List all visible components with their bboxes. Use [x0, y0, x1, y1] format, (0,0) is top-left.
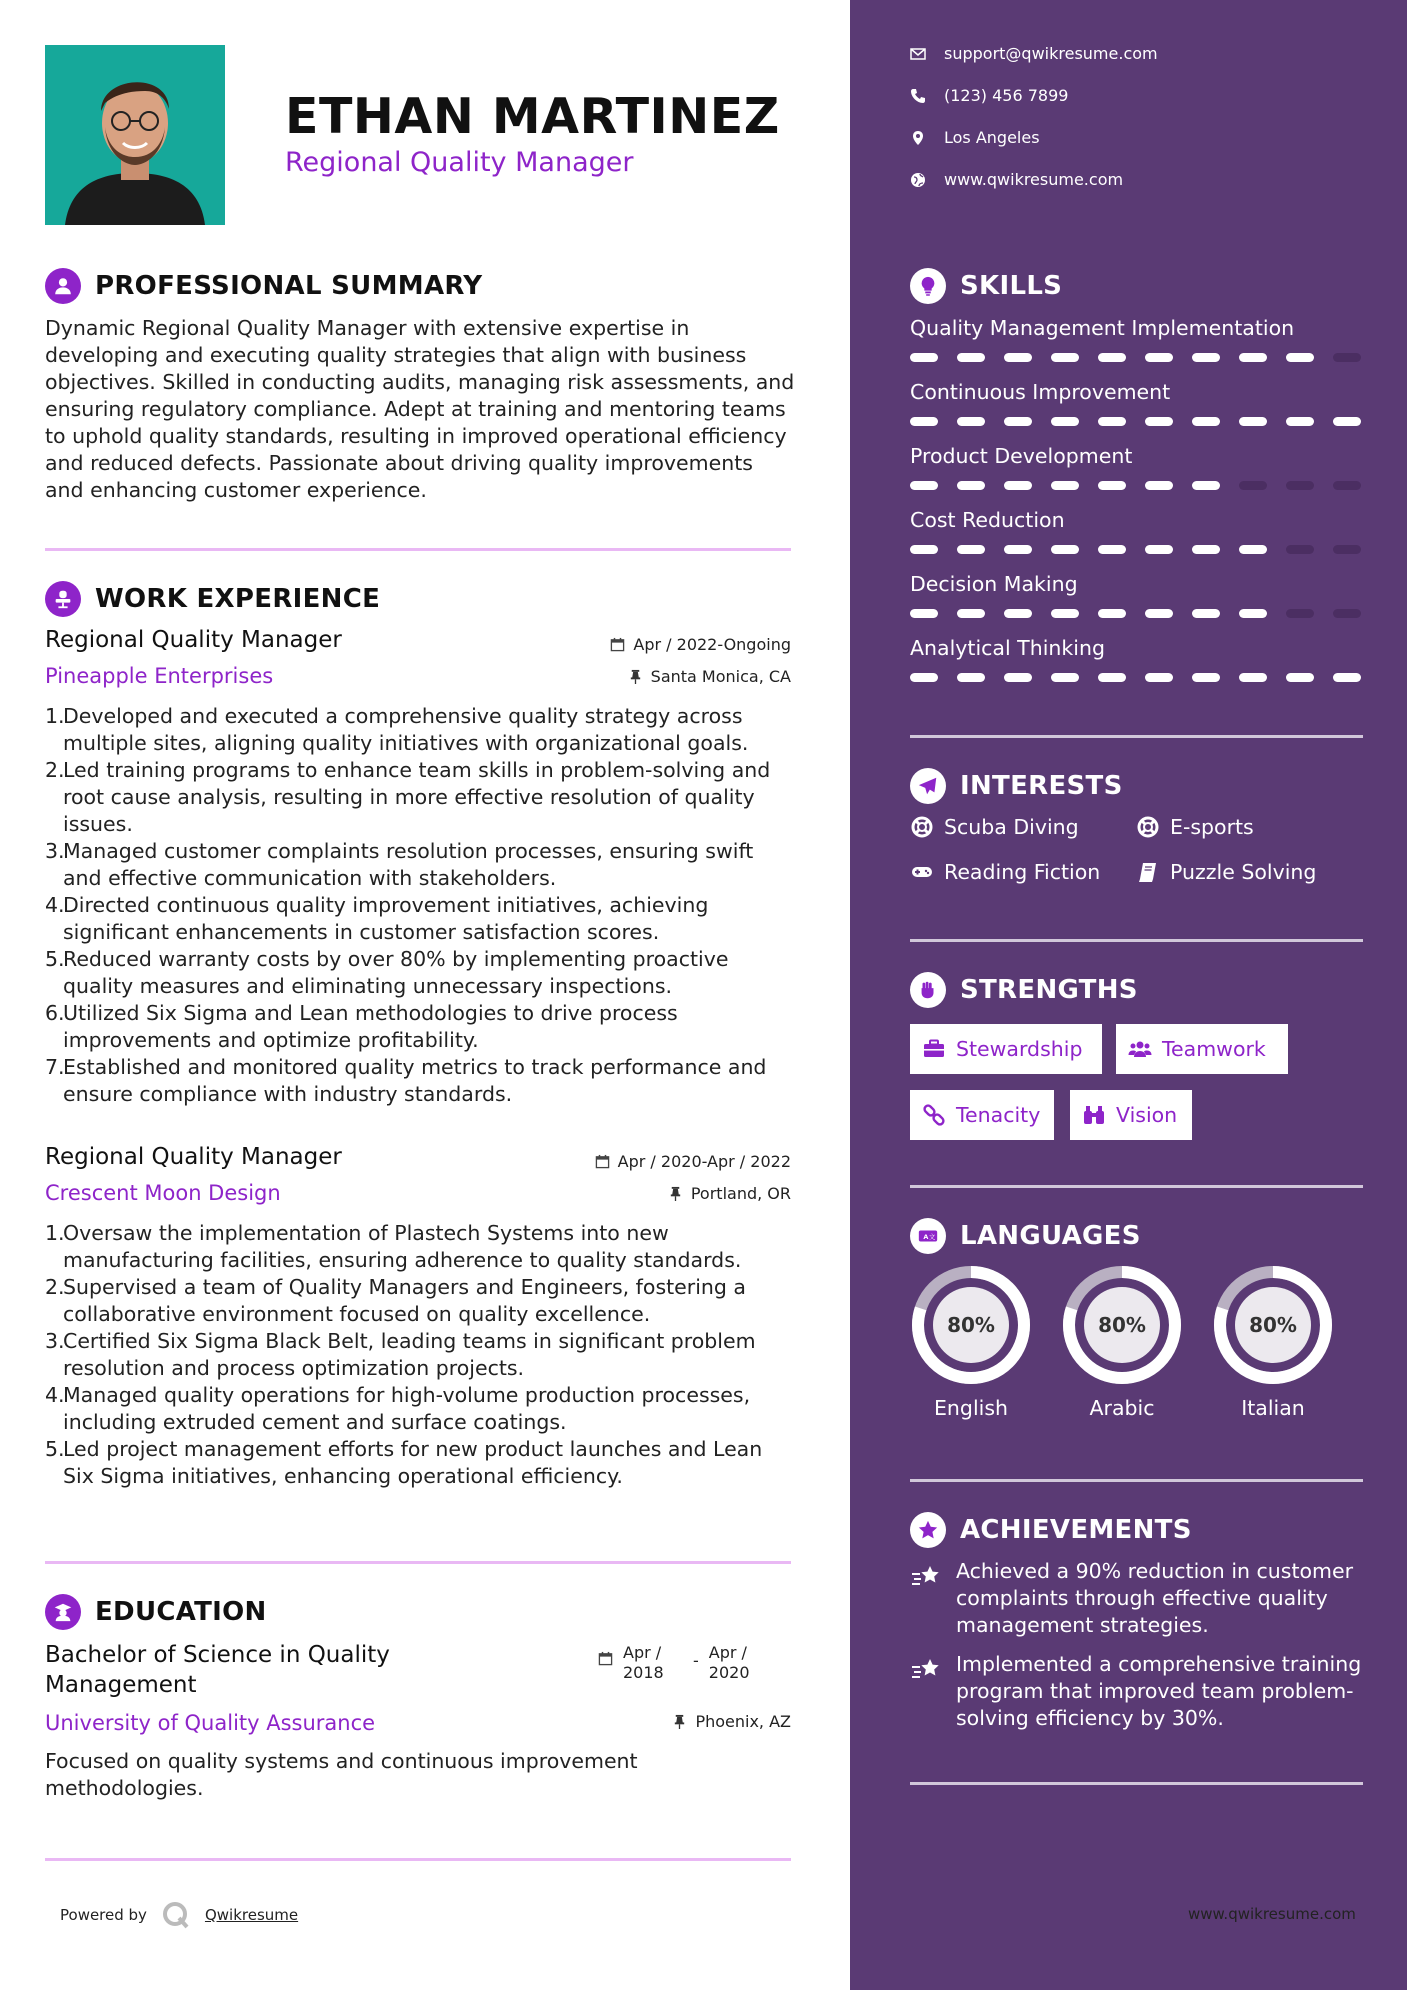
calendar-icon: [595, 1154, 610, 1169]
skill-segment-filled: [1098, 545, 1126, 554]
language-name: English: [933, 1396, 1009, 1420]
skill-segment-filled: [957, 673, 985, 682]
calendar-icon: [610, 637, 625, 652]
skill-name: Analytical Thinking: [910, 636, 1105, 660]
link-icon: [922, 1103, 946, 1127]
skill-segment-empty: [1333, 353, 1361, 362]
svg-text:文: 文: [928, 1232, 936, 1241]
pin-icon: [628, 669, 643, 684]
skill-segment-filled: [1286, 353, 1314, 362]
languages-heading: [910, 1218, 1141, 1254]
fist-icon: [910, 972, 946, 1008]
list-item: 5. Led project management efforts for new product launches and Lean Six Sigma initiatives, enhancing operational efficiency.: [45, 1437, 763, 1488]
candidate-title: Regional Quality Manager: [285, 147, 634, 178]
strength-badge: [910, 1090, 1054, 1140]
book-icon: [1136, 860, 1160, 884]
contact-email[interactable]: [910, 44, 1158, 63]
languages-title: LANGUAGES: [960, 1221, 1141, 1251]
skill-level-bar: [910, 481, 1363, 490]
phone-icon: [910, 88, 926, 104]
pin-icon: [672, 1714, 687, 1729]
skill-segment-filled: [1004, 609, 1032, 618]
skill-segment-filled: [1192, 481, 1220, 490]
skill-segment-filled: [1192, 545, 1220, 554]
skill-segment-empty: [1239, 481, 1267, 490]
skill-segment-filled: [1333, 673, 1361, 682]
skill-segment-filled: [1239, 545, 1267, 554]
language-gauge: [910, 1264, 1032, 1386]
divider: [45, 1561, 791, 1564]
contact-email-text: support@qwikresume.com: [944, 44, 1158, 63]
svg-text:A: A: [923, 1232, 929, 1241]
job-date-text: Apr / 2022-Ongoing: [633, 635, 791, 654]
skill-segment-filled: [910, 545, 938, 554]
job-entry: [45, 1144, 791, 1490]
contact-location-text: Los Angeles: [944, 128, 1040, 147]
divider: [45, 548, 791, 551]
binoculars-icon: [1082, 1103, 1106, 1127]
job-role: Regional Quality Manager: [45, 1144, 342, 1170]
skill-segment-empty: [1286, 545, 1314, 554]
achievements-title: ACHIEVEMENTS: [960, 1515, 1192, 1545]
skill-segment-filled: [957, 417, 985, 426]
job-entry: [45, 627, 791, 1108]
gamepad-icon: [910, 860, 934, 884]
skill-item: [910, 444, 1363, 490]
skills-heading: [910, 268, 1062, 304]
star-badge-icon: [910, 1512, 946, 1548]
education-dates: [598, 1643, 769, 1683]
list-item: 3. Certified Six Sigma Black Belt, leading teams in significant problem resolution and process optimization projects.: [45, 1329, 756, 1380]
list-item: 3. Managed customer complaints resolution processes, ensuring swift and effective communication with stakeholders.: [45, 839, 754, 890]
job-date: [595, 1152, 791, 1171]
divider: [910, 1782, 1363, 1785]
pin-icon: [668, 1186, 683, 1201]
education-title: EDUCATION: [95, 1597, 267, 1627]
summary-text: Dynamic Regional Quality Manager with extensive expertise in developing and executing quality strategies that align with business objectives. Skilled in conducting audits, managing risk assessments, and ensuring regulatory compliance. Adept at training and mentoring teams to uphold quality standards, resulting in improved operational efficiency and reduced defects. Passionate about driving quality improvements and enhancing customer experience.: [45, 316, 795, 502]
profile-photo: [45, 45, 225, 225]
job-role: Regional Quality Manager: [45, 627, 342, 653]
skill-level-bar: [910, 545, 1363, 554]
podium-icon: [45, 581, 81, 617]
skill-segment-empty: [1286, 481, 1314, 490]
map-pin-icon: [910, 130, 926, 146]
skill-level-bar: [910, 417, 1363, 426]
users-icon: [1128, 1037, 1152, 1061]
education-start: Apr / 2018: [623, 1643, 664, 1682]
powered-by: [60, 1900, 298, 1930]
job-bullets: [45, 703, 791, 1108]
strength-badge: [1116, 1024, 1288, 1074]
skill-item: [910, 508, 1363, 554]
skill-segment-filled: [1286, 417, 1314, 426]
skill-segment-filled: [1286, 673, 1314, 682]
contact-phone-text: (123) 456 7899: [944, 86, 1069, 105]
divider: [45, 1858, 791, 1861]
language-item: [1061, 1264, 1183, 1420]
job-location-text: Portland, OR: [690, 1184, 791, 1203]
list-item: 2. Supervised a team of Quality Managers and Engineers, fostering a collaborative environment focused on quality excellence.: [45, 1275, 746, 1326]
achievement-text: Achieved a 90% reduction in customer complaints through effective quality management strategies.: [956, 1559, 1354, 1637]
job-date-text: Apr / 2020-Apr / 2022: [617, 1152, 791, 1171]
job-location: [668, 1184, 791, 1203]
language-gauge: [1212, 1264, 1334, 1386]
achievements-heading: [910, 1512, 1192, 1548]
contact-location: [910, 128, 1040, 147]
skill-segment-empty: [1333, 545, 1361, 554]
education-end: Apr / 2020: [708, 1643, 750, 1682]
skill-name: Continuous Improvement: [910, 380, 1171, 404]
skill-segment-filled: [1192, 353, 1220, 362]
skill-segment-filled: [1004, 481, 1032, 490]
skill-segment-filled: [1004, 673, 1032, 682]
education-description: Focused on quality systems and continuous improvement methodologies.: [45, 1749, 638, 1800]
experience-heading: [45, 581, 380, 617]
language-gauge: [1061, 1264, 1183, 1386]
skill-segment-filled: [910, 353, 938, 362]
skill-segment-filled: [1098, 481, 1126, 490]
shooting-star-icon: [910, 1653, 942, 1685]
skill-name: Quality Management Implementation: [910, 316, 1295, 340]
contact-website-text: www.qwikresume.com: [944, 170, 1124, 189]
divider: [910, 735, 1363, 738]
skill-segment-filled: [1004, 417, 1032, 426]
paper-plane-icon: [910, 768, 946, 804]
education-location: [672, 1712, 791, 1731]
summary-title: PROFESSIONAL SUMMARY: [95, 271, 483, 301]
candidate-name: ETHAN MARTINEZ: [285, 88, 780, 145]
life-ring-icon: [910, 815, 934, 839]
strength-label: Teamwork: [1162, 1037, 1266, 1061]
job-date: [610, 635, 791, 654]
skill-name: Decision Making: [910, 572, 1078, 596]
skill-segment-filled: [1098, 353, 1126, 362]
skill-segment-filled: [1145, 673, 1173, 682]
school: University of Quality Assurance: [45, 1711, 376, 1735]
graduate-icon: [45, 1594, 81, 1630]
interest-item: [1136, 860, 1316, 884]
strength-label: Tenacity: [956, 1103, 1041, 1127]
skill-segment-filled: [1145, 545, 1173, 554]
skill-segment-filled: [1145, 609, 1173, 618]
list-item: 4. Managed quality operations for high-volume production processes, including extruded cement and surface coatings.: [45, 1383, 751, 1434]
list-item: 6. Utilized Six Sigma and Lean methodologies to drive process improvements and optimize profitability.: [45, 1001, 678, 1052]
skill-segment-filled: [957, 609, 985, 618]
list-item: 7. Established and monitored quality metrics to track performance and ensure compliance with industry standards.: [45, 1055, 767, 1106]
education-heading: [45, 1594, 267, 1630]
qwikresume-logo-icon: [161, 1900, 191, 1930]
skill-level-bar: [910, 609, 1363, 618]
gauge-label: 80%: [947, 1313, 995, 1337]
skill-segment-filled: [910, 417, 938, 426]
skill-segment-filled: [1051, 609, 1079, 618]
skill-name: Cost Reduction: [910, 508, 1065, 532]
skill-segment-filled: [1239, 353, 1267, 362]
job-location-text: Santa Monica, CA: [650, 667, 791, 686]
skill-segment-filled: [1051, 481, 1079, 490]
skill-segment-filled: [910, 481, 938, 490]
divider: [910, 939, 1363, 942]
briefcase-icon: [922, 1037, 946, 1061]
achievement-text: Implemented a comprehensive training program that improved team problem-solving efficiency by 30%.: [956, 1652, 1362, 1730]
list-item: 5. Reduced warranty costs by over 80% by implementing proactive quality measures and eliminating unnecessary inspections.: [45, 947, 729, 998]
interests-heading: [910, 768, 1123, 804]
skill-segment-filled: [1145, 353, 1173, 362]
skill-segment-filled: [1333, 417, 1361, 426]
education-location-text: Phoenix, AZ: [695, 1712, 791, 1731]
skill-level-bar: [910, 673, 1363, 682]
contact-website[interactable]: [910, 170, 1123, 189]
skill-item: [910, 380, 1363, 426]
skill-level-bar: [910, 353, 1363, 362]
skill-name: Product Development: [910, 444, 1133, 468]
skill-segment-filled: [1145, 481, 1173, 490]
skill-segment-filled: [910, 673, 938, 682]
skill-segment-filled: [1239, 609, 1267, 618]
interest-label: Puzzle Solving: [1170, 860, 1317, 884]
skill-segment-empty: [1286, 609, 1314, 618]
strength-badge: [1070, 1090, 1192, 1140]
skill-segment-filled: [957, 353, 985, 362]
skill-segment-filled: [1192, 609, 1220, 618]
skill-segment-empty: [1333, 609, 1361, 618]
interest-label: Reading Fiction: [944, 860, 1101, 884]
envelope-icon: [910, 46, 926, 62]
skill-segment-empty: [1333, 481, 1361, 490]
skill-segment-filled: [1239, 417, 1267, 426]
job-company: Pineapple Enterprises: [45, 664, 274, 688]
skill-item: [910, 636, 1363, 682]
strengths-heading: [910, 972, 1138, 1008]
interest-item: [910, 815, 1079, 839]
interests-title: INTERESTS: [960, 771, 1123, 801]
strengths-title: STRENGTHS: [960, 975, 1138, 1005]
user-icon: [45, 268, 81, 304]
skill-segment-filled: [1098, 673, 1126, 682]
skill-segment-filled: [1145, 417, 1173, 426]
lightbulb-icon: [910, 268, 946, 304]
shooting-star-icon: [910, 1560, 942, 1592]
calendar-icon: [598, 1651, 613, 1666]
list-item: 4. Directed continuous quality improvement initiatives, achieving significant enhancements in customer satisfaction scores.: [45, 893, 709, 944]
language-item: [1212, 1264, 1334, 1420]
powered-by-label: Powered by: [60, 1906, 147, 1924]
footer-url[interactable]: www.qwikresume.com: [1188, 1905, 1356, 1923]
contact-phone[interactable]: [910, 86, 1068, 105]
skill-segment-filled: [1004, 545, 1032, 554]
gauge-label: 80%: [1249, 1313, 1297, 1337]
language-item: [910, 1264, 1032, 1420]
divider: [910, 1185, 1363, 1188]
divider: [910, 1479, 1363, 1482]
job-company: Crescent Moon Design: [45, 1181, 281, 1205]
strength-badge: [910, 1024, 1102, 1074]
skill-segment-filled: [957, 481, 985, 490]
globe-icon: [910, 172, 926, 188]
interest-item: [1136, 815, 1254, 839]
skill-segment-filled: [1098, 609, 1126, 618]
strength-label: Vision: [1116, 1103, 1178, 1127]
achievement-item: [910, 1558, 1370, 1639]
skill-segment-filled: [1051, 417, 1079, 426]
education-date-separator: -: [693, 1651, 699, 1670]
language-name: Arabic: [1089, 1396, 1155, 1420]
experience-title: WORK EXPERIENCE: [95, 584, 381, 614]
brand-link[interactable]: Qwikresume: [204, 1906, 299, 1924]
interest-label: Scuba Diving: [944, 815, 1079, 839]
skill-segment-filled: [1004, 353, 1032, 362]
skill-segment-filled: [957, 545, 985, 554]
degree: Bachelor of Science in Quality Management: [45, 1642, 390, 1698]
job-location: [628, 667, 791, 686]
interest-item: [910, 860, 1100, 884]
language-name: Italian: [1241, 1396, 1305, 1420]
list-item: 2. Led training programs to enhance team skills in problem-solving and root cause analysis, resulting in more effective resolution of quality issues.: [45, 758, 771, 836]
list-item: 1. Oversaw the implementation of Plastech Systems into new manufacturing facilities, ensuring adherence to quality standards.: [45, 1221, 742, 1272]
strength-label: Stewardship: [956, 1037, 1083, 1061]
interest-label: E-sports: [1170, 815, 1254, 839]
skill-segment-filled: [1051, 673, 1079, 682]
skill-segment-filled: [1098, 417, 1126, 426]
list-item: 1. Developed and executed a comprehensive quality strategy across multiple sites, aligning quality initiatives with organizational goals.: [45, 704, 749, 755]
skill-segment-filled: [1192, 417, 1220, 426]
language-icon: [910, 1218, 946, 1254]
skill-item: [910, 316, 1363, 362]
skill-item: [910, 572, 1363, 618]
skill-segment-filled: [1192, 673, 1220, 682]
gauge-label: 80%: [1098, 1313, 1146, 1337]
achievement-item: [910, 1651, 1370, 1732]
summary-heading: [45, 268, 482, 304]
skill-segment-filled: [1239, 673, 1267, 682]
skill-segment-filled: [1051, 545, 1079, 554]
skill-segment-filled: [910, 609, 938, 618]
skills-title: SKILLS: [960, 271, 1063, 301]
sidebar: [850, 0, 1407, 1990]
life-ring-icon: [1136, 815, 1160, 839]
skill-segment-filled: [1051, 353, 1079, 362]
job-bullets: [45, 1220, 791, 1490]
